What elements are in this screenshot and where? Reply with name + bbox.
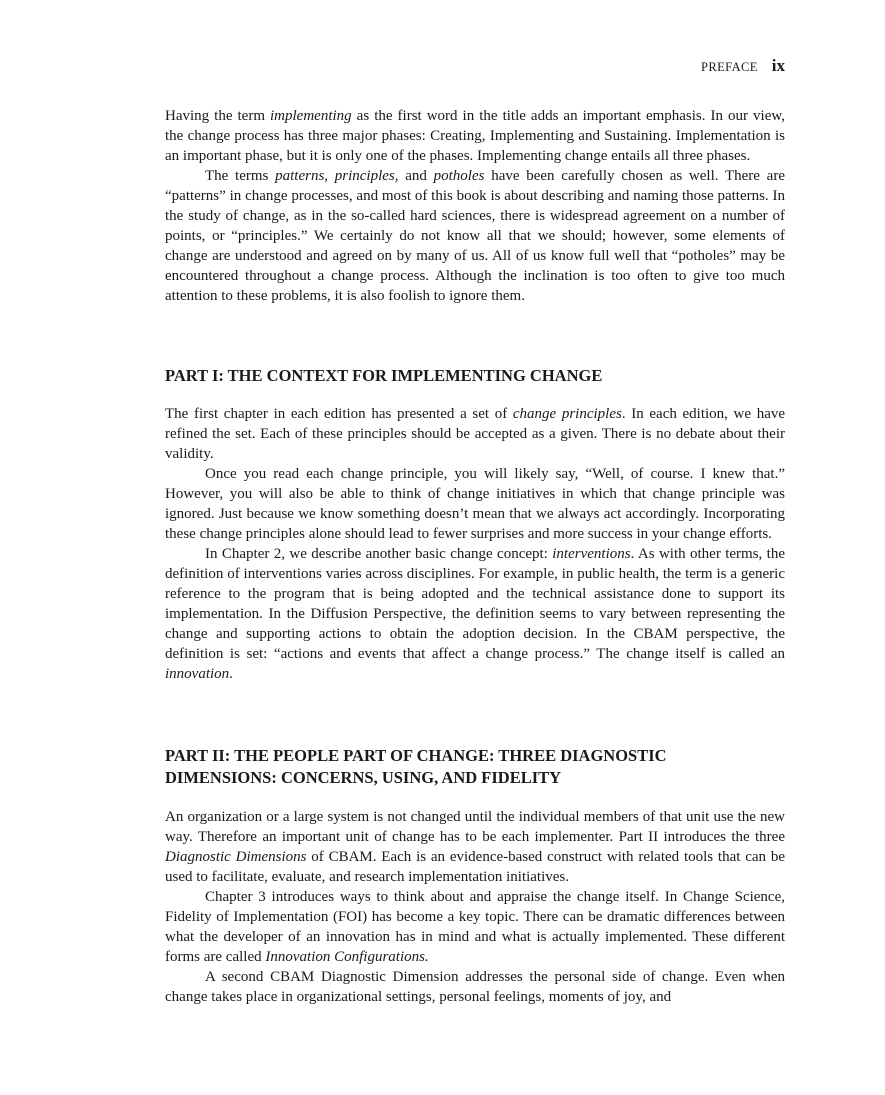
- italic-text: innovation: [165, 666, 230, 682]
- text-run: In Chapter 2, we describe another basic change concept:: [205, 546, 553, 562]
- text-run: The first chapter in each edition has presented a set of: [165, 406, 513, 422]
- italic-text: interventions: [552, 546, 631, 562]
- text-run: .: [229, 666, 233, 682]
- page-number: ix: [771, 56, 785, 75]
- paragraph: [165, 106, 785, 166]
- text-run: An organization or a large system is not changed until the individual members of that unit use the new way. Therefore an important unit of change has to be each implementer. Part II introduces the three: [165, 809, 785, 845]
- paragraph: [165, 464, 785, 544]
- text-run: and: [398, 168, 434, 184]
- italic-text: change principles: [512, 406, 622, 422]
- italic-text: Diagnostic Dimensions: [165, 849, 307, 865]
- paragraph: [165, 166, 785, 306]
- text-run: Chapter 3 introduces ways to think about and appraise the change itself. In Change Science, Fidelity of Implementation (FOI) has become a key topic. There can be dramatic differences between what the developer of an innovation has in mind and what is actually implemented. These different forms are called: [165, 889, 785, 965]
- section-heading-line: DIMENSIONS: CONCERNS, USING, AND FIDELITY: [165, 768, 562, 787]
- text-run: as the first word in the title adds an important emphasis. In our view, the change process has three major phases: Creating, Implementing and Sustaining. Implementation is an important phase, but it is only one of the phases. Implementing change entails all three phases.: [165, 108, 785, 164]
- italic-text: implementing: [270, 108, 352, 124]
- part-one-section: [165, 365, 785, 684]
- running-head-section: PREFACE: [701, 60, 758, 74]
- text-run: . As with other terms, the definition of interventions varies across disciplines. For example, in public health, the term is a generic reference to the program that is being adopted and the technical assistance done to support its implementation. In the Diffusion Perspective, the definition seems to vary between representing the change and supporting actions to obtain the adoption decision. In the CBAM perspective, the definition is set: “actions and events that affect a change process.” The change itself is called an: [165, 546, 785, 662]
- paragraph: [165, 967, 785, 1007]
- paragraph: [165, 544, 785, 684]
- intro-section: [165, 106, 785, 306]
- text-run: Having the term: [165, 108, 271, 124]
- text-run: The terms: [205, 168, 276, 184]
- text-run: have been carefully chosen as well. There are “patterns” in change processes, and most of this book is about describing and naming those patterns. In the study of change, as in the so-called hard sciences, there is widespread agreement on a number of points, or “principles.” We certainly do not know all that we should; however, some elements of change are understood and agreed on by many of us. All of us know full well that “potholes” may be encountered throughout a change process. Although the inclination is too often to give too much attention to these problems, it is also foolish to ignore them.: [165, 168, 785, 304]
- section-heading: [165, 745, 785, 789]
- paragraph: [165, 887, 785, 967]
- text-run: Once you read each change principle, you will likely say, “Well, of course. I knew that.” However, you will also be able to think of change initiatives in which that change principle was ignored. Just because we know something doesn’t mean that we always act accordingly. Incorporating these change principles alone should lead to fewer surprises and more success in your change efforts.: [165, 466, 785, 542]
- text-run: of CBAM. Each is an evidence-based construct with related tools that can be used to facilitate, evaluate, and research implementation initiatives.: [165, 849, 785, 885]
- part-two-section: [165, 745, 785, 1007]
- section-heading-line: PART II: THE PEOPLE PART OF CHANGE: THREE DIAGNOSTIC: [165, 746, 667, 765]
- paragraph: [165, 404, 785, 464]
- italic-text: potholes: [433, 168, 485, 184]
- running-header: [701, 56, 785, 76]
- paragraph: [165, 807, 785, 887]
- text-run: . In each edition, we have refined the set. Each of these principles should be accepted as a given. There is no debate about their validity.: [165, 406, 786, 462]
- text-run: A second CBAM Diagnostic Dimension addresses the personal side of change. Even when change takes place in organizational settings, personal feelings, moments of joy, and: [165, 969, 785, 1005]
- section-heading: PART I: THE CONTEXT FOR IMPLEMENTING CHANGE: [165, 366, 603, 385]
- italic-text: patterns, principles,: [275, 168, 399, 184]
- italic-text: Innovation Configurations.: [265, 949, 429, 965]
